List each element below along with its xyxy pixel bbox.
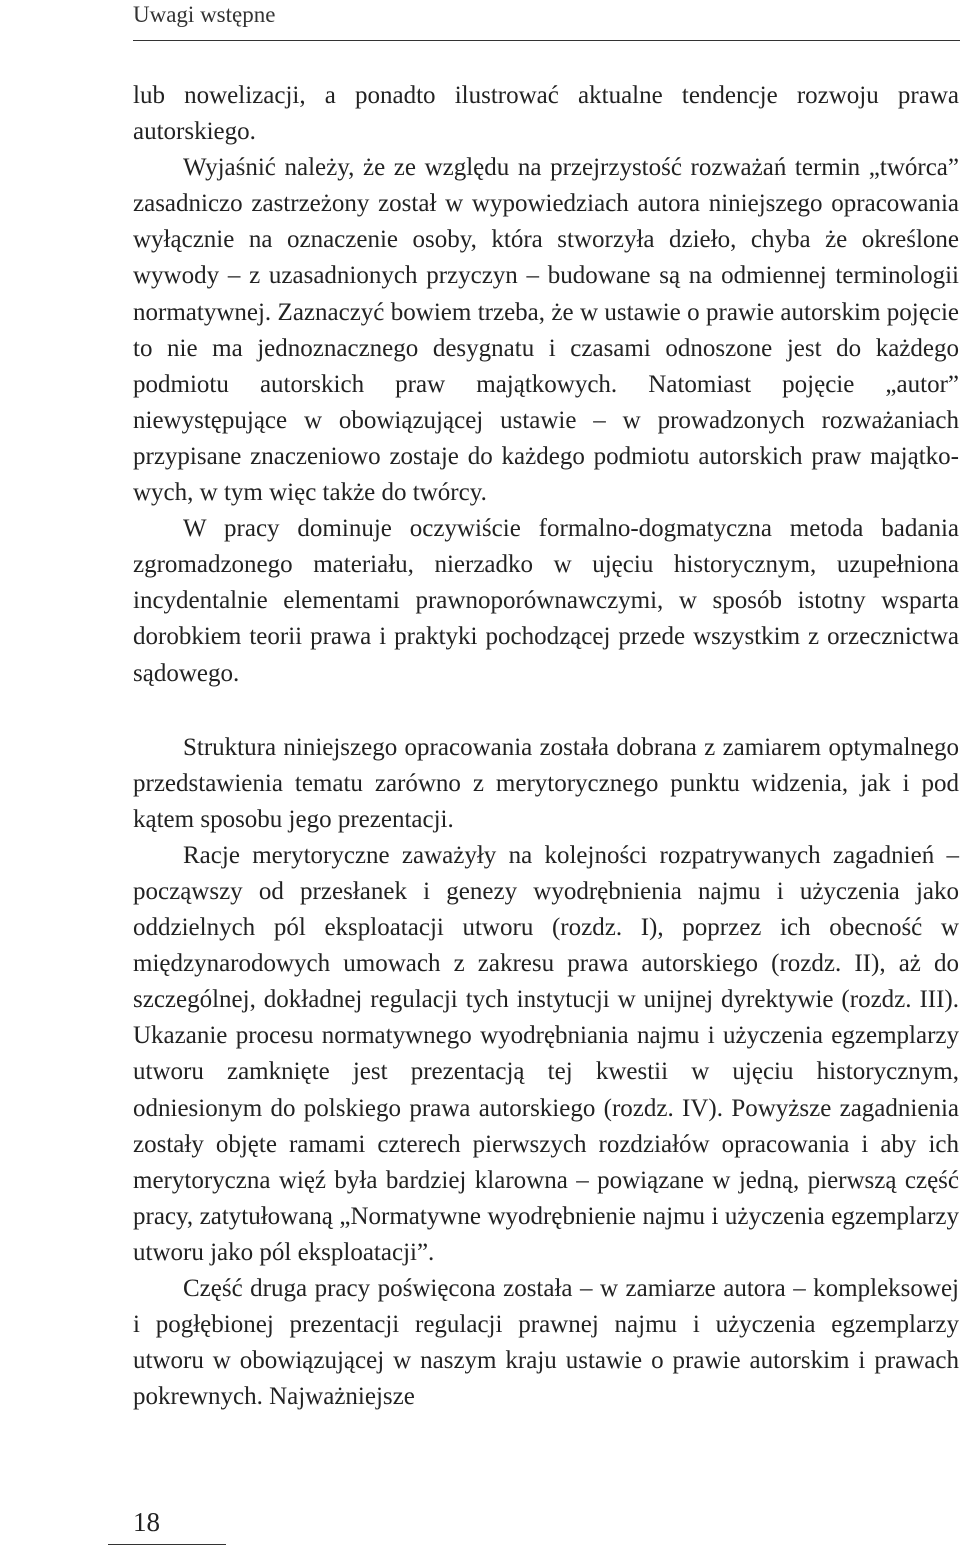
body-text bbox=[133, 78, 959, 1415]
paragraph-part-two: Część druga pracy poświęcona została – w zamiarze autora – kompleksowej i pogłębionej prezentacji regulacji prawnej najmu i użyczenia egzemplarzy utworu w obowiązującej w naszym kraju ustawie o prawie autorskim i prawach pokrewnych. Najważniejsze bbox=[133, 1275, 959, 1411]
footer-divider bbox=[108, 1544, 226, 1545]
paragraph-structure: Struktura niniejszego opracowania została dobrana z zamiarem optymalnego przedstawienia tematu zarówno z merytorycznego punktu widzenia, jak i pod kątem sposobu jego prezentacji. bbox=[133, 733, 959, 833]
paragraph-continuation: lub nowelizacji, a ponadto ilustrować aktualne tendencje rozwoju prawa autorskiego. bbox=[133, 82, 959, 146]
paragraph-method: W pracy dominuje oczywiście formalno-dogmatyczna metoda badania zgromadzonego materiału, nierzadko w ujęciu historycznym, uzupełniona incydentalnie elementami prawnoporównawczymi, w sposób istotny wsparta dorobkiem teorii prawa i praktyki pochodzącej przede wszystkim z orzecznictwa sądowego. bbox=[133, 515, 959, 687]
paragraph-terminology: Wyjaśnić należy, że ze względu na przejrzystość rozważań termin „twórca” zasadniczo zastrzeżony został w wypowiedziach autora niniejszego opracowania wyłącznie na oznaczenie osoby, która stworzyła dzieło, chyba że określone wywody – z uzasadnionych przyczyn – budowane są na odmiennej terminologii normatywnej. Zaznaczyć bowiem trzeba, że w ustawie o prawie autorskim pojęcie to nie ma jednoznacznego desygnatu i czasami odnoszone jest do każdego podmiotu autorskich praw majątkowych. Natomiast pojęcie „autor” niewystępujące w obowiązującej ustawie – w prowadzonych rozważaniach przypisane znaczeniowo zostaje do każdego podmiotu autorskich praw majątkowych, w tym więc także do twórcy. bbox=[133, 154, 959, 507]
header-divider bbox=[133, 40, 960, 41]
page-number: 18 bbox=[133, 1507, 160, 1537]
paragraph-chapters: Racje merytoryczne zaważyły na kolejności rozpatrywanych zagadnień – począwszy od przesłanek i genezy wyodrębnienia najmu i użyczenia jako oddzielnych pól eksploatacji utworu (rozdz. I), poprzez ich obecność w międzynarodowych umowach z zakresu prawa autorskiego (rozdz. II), aż do szczególnej, dokładnej regulacji tych instytucji w unijnej dyrektywie (rozdz. III). Ukazanie procesu normatywnego wyodrębniania najmu i użyczenia egzemplarzy utworu zamknięte jest prezentacją tej kwestii w ujęciu historycznym, odniesionym do polskiego prawa autorskiego (rozdz. IV). Powyższe zagadnienia zostały objęte ramami czterech pierwszych rozdziałów opracowania i aby ich merytoryczna więź była bardziej klarowna – powiązane w jedną, pierwszą część pracy, zatytułowaną „Normatywne wyodrębnienie najmu i użyczenia egzemplarzy utworu jako pól eksploatacji”. bbox=[133, 841, 959, 1266]
running-header-title: Uwagi wstępne bbox=[133, 2, 276, 27]
